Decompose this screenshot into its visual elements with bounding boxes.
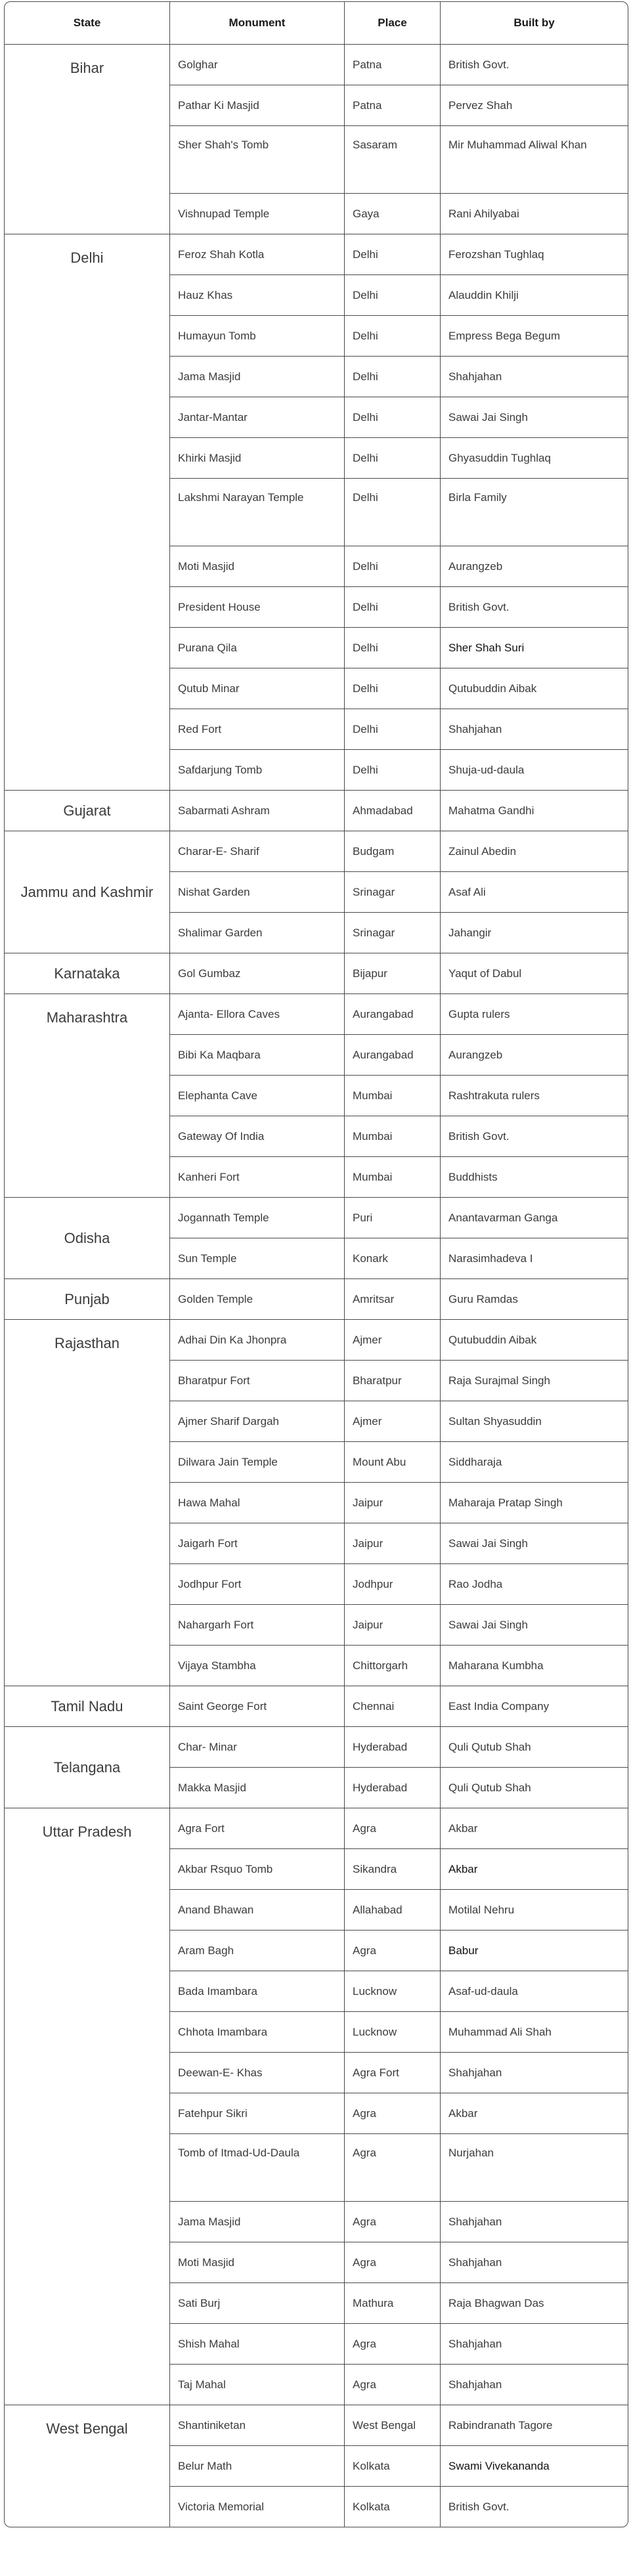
built-by-cell: Ferozshan Tughlaq [441, 234, 628, 275]
place-cell: Delhi [345, 275, 441, 316]
monument-cell: Adhai Din Ka Jhonpra [170, 1320, 345, 1361]
built-by-cell: Sher Shah Suri [441, 628, 628, 668]
place-cell: Mumbai [345, 1116, 441, 1157]
monument-cell: Charar-E- Sharif [170, 831, 345, 872]
built-by-cell: British Govt. [441, 45, 628, 85]
table-row [5, 1279, 628, 1320]
state-cell: Odisha [5, 1198, 170, 1279]
built-by-cell: Rashtrakuta rulers [441, 1076, 628, 1116]
built-by-cell: Raja Surajmal Singh [441, 1361, 628, 1401]
monument-cell: Saint George Fort [170, 1686, 345, 1727]
place-cell: Jodhpur [345, 1564, 441, 1605]
built-by-cell: Sawai Jai Singh [441, 1523, 628, 1564]
built-by-cell: Shahjahan [441, 2053, 628, 2093]
built-by-cell: Akbar [441, 1808, 628, 1849]
place-cell: Sasaram [345, 126, 441, 194]
place-cell: Srinagar [345, 872, 441, 913]
table-header-row [5, 2, 628, 45]
state-cell: West Bengal [5, 2405, 170, 2527]
built-by-cell: British Govt. [441, 587, 628, 628]
built-by-cell: Motilal Nehru [441, 1890, 628, 1931]
place-cell: Agra [345, 1808, 441, 1849]
place-cell: Jaipur [345, 1605, 441, 1646]
built-by-cell: Aurangzeb [441, 1035, 628, 1076]
place-cell: Lucknow [345, 1971, 441, 2012]
built-by-cell: Guru Ramdas [441, 1279, 628, 1320]
place-cell: Chennai [345, 1686, 441, 1727]
built-by-cell: Raja Bhagwan Das [441, 2283, 628, 2324]
place-cell: Delhi [345, 668, 441, 709]
place-cell: Patna [345, 45, 441, 85]
built-by-cell: Asaf-ud-daula [441, 1971, 628, 2012]
monument-cell: Akbar Rsquo Tomb [170, 1849, 345, 1890]
built-by-cell: Swami Vivekananda [441, 2446, 628, 2487]
monument-cell: Hawa Mahal [170, 1483, 345, 1523]
monument-cell: Makka Masjid [170, 1768, 345, 1808]
place-cell: Agra [345, 2134, 441, 2202]
place-cell: Ajmer [345, 1320, 441, 1361]
monument-cell: Pathar Ki Masjid [170, 85, 345, 126]
table-row [5, 1686, 628, 1727]
place-cell: Delhi [345, 316, 441, 357]
place-cell: Kolkata [345, 2446, 441, 2487]
place-cell: Chittorgarh [345, 1646, 441, 1686]
monument-cell: Aram Bagh [170, 1931, 345, 1971]
monument-cell: Victoria Memorial [170, 2487, 345, 2527]
monument-cell: Red Fort [170, 709, 345, 750]
monument-cell: Sun Temple [170, 1238, 345, 1279]
monument-cell: Jodhpur Fort [170, 1564, 345, 1605]
column-header-state: State [5, 2, 170, 45]
place-cell: Aurangabad [345, 994, 441, 1035]
monument-cell: Jama Masjid [170, 357, 345, 397]
monument-cell: Jogannath Temple [170, 1198, 345, 1238]
monument-cell: Sher Shah's Tomb [170, 126, 345, 194]
place-cell: Jaipur [345, 1523, 441, 1564]
built-by-cell: Anantavarman Ganga [441, 1198, 628, 1238]
monument-cell: Vijaya Stambha [170, 1646, 345, 1686]
built-by-cell: Gupta rulers [441, 994, 628, 1035]
table-row [5, 1320, 628, 1361]
built-by-cell: Alauddin Khilji [441, 275, 628, 316]
place-cell: Delhi [345, 438, 441, 479]
state-cell: Karnataka [5, 953, 170, 994]
built-by-cell: Mahatma Gandhi [441, 791, 628, 831]
built-by-cell: Rani Ahilyabai [441, 194, 628, 234]
place-cell: Agra [345, 2242, 441, 2283]
monument-cell: Ajanta- Ellora Caves [170, 994, 345, 1035]
monument-cell: Belur Math [170, 2446, 345, 2487]
monument-cell: Jaigarh Fort [170, 1523, 345, 1564]
place-cell: Mount Abu [345, 1442, 441, 1483]
place-cell: Gaya [345, 194, 441, 234]
monument-cell: Bharatpur Fort [170, 1361, 345, 1401]
place-cell: Mumbai [345, 1076, 441, 1116]
built-by-cell: Siddharaja [441, 1442, 628, 1483]
place-cell: Bharatpur [345, 1361, 441, 1401]
monument-cell: Khirki Masjid [170, 438, 345, 479]
monument-cell: Hauz Khas [170, 275, 345, 316]
built-by-cell: East India Company [441, 1686, 628, 1727]
place-cell: Puri [345, 1198, 441, 1238]
state-cell: Rajasthan [5, 1320, 170, 1686]
place-cell: Hyderabad [345, 1768, 441, 1808]
monument-cell: Anand Bhawan [170, 1890, 345, 1931]
place-cell: Aurangabad [345, 1035, 441, 1076]
monument-cell: Dilwara Jain Temple [170, 1442, 345, 1483]
built-by-cell: Babur [441, 1931, 628, 1971]
built-by-cell: Yaqut of Dabul [441, 953, 628, 994]
monument-cell: Nahargarh Fort [170, 1605, 345, 1646]
built-by-cell: Maharaja Pratap Singh [441, 1483, 628, 1523]
built-by-cell: Zainul Abedin [441, 831, 628, 872]
place-cell: Konark [345, 1238, 441, 1279]
built-by-cell: Muhammad Ali Shah [441, 2012, 628, 2053]
place-cell: Lucknow [345, 2012, 441, 2053]
place-cell: West Bengal [345, 2405, 441, 2446]
monument-cell: Shantiniketan [170, 2405, 345, 2446]
table-row [5, 45, 628, 85]
built-by-cell: Maharana Kumbha [441, 1646, 628, 1686]
table-row [5, 953, 628, 994]
place-cell: Delhi [345, 357, 441, 397]
built-by-cell: British Govt. [448, 2500, 510, 2513]
built-by-cell: Buddhists [441, 1157, 628, 1198]
place-cell: Agra Fort [345, 2053, 441, 2093]
built-by-cell: Shahjahan [441, 2324, 628, 2365]
monument-cell: Elephanta Cave [170, 1076, 345, 1116]
built-by-cell: Shahjahan [441, 2365, 628, 2405]
monument-cell: Shalimar Garden [170, 913, 345, 953]
monument-cell: Taj Mahal [170, 2365, 345, 2405]
monument-cell: Qutub Minar [170, 668, 345, 709]
monument-cell: Nishat Garden [170, 872, 345, 913]
place-cell: Delhi [345, 628, 441, 668]
built-by-cell: Pervez Shah [441, 85, 628, 126]
place-cell: Agra [345, 2365, 441, 2405]
built-by-cell: Ghyasuddin Tughlaq [441, 438, 628, 479]
table-row [5, 234, 628, 275]
table-row [5, 791, 628, 831]
monument-cell: Deewan-E- Khas [170, 2053, 345, 2093]
monument-cell: Vishnupad Temple [170, 194, 345, 234]
monument-cell: Humayun Tomb [170, 316, 345, 357]
built-by-cell: Quli Qutub Shah [441, 1727, 628, 1768]
built-by-cell: Nurjahan [441, 2134, 628, 2202]
column-header-place: Place [345, 2, 441, 45]
built-by-cell: Aurangzeb [441, 546, 628, 587]
monument-cell: Gateway Of India [170, 1116, 345, 1157]
column-header-monument: Monument [170, 2, 345, 45]
built-by-cell: Asaf Ali [441, 872, 628, 913]
place-cell: Ahmadabad [345, 791, 441, 831]
place-cell: Allahabad [345, 1890, 441, 1931]
built-by-cell: Sawai Jai Singh [441, 397, 628, 438]
state-cell: Bihar [5, 45, 170, 234]
built-by-cell: Shahjahan [441, 709, 628, 750]
built-by-cell: Qutubuddin Aibak [441, 668, 628, 709]
monument-cell: Sati Burj [170, 2283, 345, 2324]
monument-cell: Golghar [170, 45, 345, 85]
monument-cell: Jantar-Mantar [170, 397, 345, 438]
table-row [5, 1198, 628, 1238]
state-cell: Maharashtra [5, 994, 170, 1198]
table-row [5, 831, 628, 872]
monuments-table [4, 1, 628, 2527]
state-cell: Delhi [5, 234, 170, 791]
place-cell: Delhi [345, 709, 441, 750]
monument-cell: Lakshmi Narayan Temple [170, 479, 345, 546]
built-by-cell: Shahjahan [441, 2242, 628, 2283]
place-cell: Delhi [345, 587, 441, 628]
monument-cell: Sabarmati Ashram [170, 791, 345, 831]
place-cell: Agra [345, 2093, 441, 2134]
place-cell: Agra [345, 1931, 441, 1971]
built-by-cell: British Govt. [441, 1116, 628, 1157]
place-cell: Hyderabad [345, 1727, 441, 1768]
place-cell: Ajmer [345, 1401, 441, 1442]
state-cell: Jammu and Kashmir [5, 831, 170, 953]
monument-cell: Tomb of Itmad-Ud-Daula [170, 2134, 345, 2202]
state-cell: Telangana [5, 1727, 170, 1808]
table-row [5, 1727, 628, 1768]
place-cell: Delhi [345, 397, 441, 438]
place-cell: Patna [345, 85, 441, 126]
table-row [5, 2405, 628, 2446]
built-by-cell: Jahangir [441, 913, 628, 953]
monument-cell: Shish Mahal [170, 2324, 345, 2365]
monument-cell: Fatehpur Sikri [170, 2093, 345, 2134]
place-cell: Kolkata [345, 2487, 441, 2527]
built-by-cell: Quli Qutub Shah [441, 1768, 628, 1808]
built-by-cell: Rabindranath Tagore [441, 2405, 628, 2446]
monument-cell: Golden Temple [170, 1279, 345, 1320]
state-cell: Punjab [5, 1279, 170, 1320]
built-by-cell: Shahjahan [441, 2202, 628, 2242]
place-cell: Delhi [345, 750, 441, 791]
monument-cell: Bada Imambara [170, 1971, 345, 2012]
table-body [5, 45, 628, 2527]
monument-cell: Char- Minar [170, 1727, 345, 1768]
place-cell: Amritsar [345, 1279, 441, 1320]
built-by-cell: Qutubuddin Aibak [441, 1320, 628, 1361]
place-cell: Budgam [345, 831, 441, 872]
built-by-cell: Narasimhadeva I [441, 1238, 628, 1279]
monument-cell: Moti Masjid [170, 546, 345, 587]
place-cell: Delhi [345, 479, 441, 546]
table-row [5, 1808, 628, 1849]
place-cell: Sikandra [345, 1849, 441, 1890]
monument-cell: Moti Masjid [170, 2242, 345, 2283]
column-header-built-by: Built by [441, 2, 628, 45]
built-by-cell: Birla Family [441, 479, 628, 546]
monument-cell: Feroz Shah Kotla [170, 234, 345, 275]
built-by-cell: Akbar [441, 1849, 628, 1890]
monument-cell: Bibi Ka Maqbara [170, 1035, 345, 1076]
place-cell: Bijapur [345, 953, 441, 994]
monument-cell: Purana Qila [170, 628, 345, 668]
place-cell: Delhi [345, 546, 441, 587]
monument-cell: Agra Fort [170, 1808, 345, 1849]
built-by-cell: Shuja-ud-daula [441, 750, 628, 791]
state-cell: Uttar Pradesh [5, 1808, 170, 2405]
place-cell: Delhi [345, 234, 441, 275]
place-cell: Mathura [345, 2283, 441, 2324]
built-by-cell: Sawai Jai Singh [441, 1605, 628, 1646]
monuments-table-container [4, 1, 627, 2527]
monument-cell: Ajmer Sharif Dargah [170, 1401, 345, 1442]
place-cell: Srinagar [345, 913, 441, 953]
monument-cell: Jama Masjid [170, 2202, 345, 2242]
monument-cell: Chhota Imambara [170, 2012, 345, 2053]
monument-cell: Safdarjung Tomb [170, 750, 345, 791]
built-by-cell: Mir Muhammad Aliwal Khan [441, 126, 628, 194]
built-by-cell: Rao Jodha [441, 1564, 628, 1605]
monument-cell: Gol Gumbaz [170, 953, 345, 994]
built-by-cell: Shahjahan [441, 357, 628, 397]
monument-cell: President House [170, 587, 345, 628]
built-by-cell: Empress Bega Begum [441, 316, 628, 357]
place-cell: Agra [345, 2202, 441, 2242]
built-by-cell: Sultan Shyasuddin [441, 1401, 628, 1442]
table-row [5, 994, 628, 1035]
built-by-cell: Akbar [441, 2093, 628, 2134]
place-cell: Mumbai [345, 1157, 441, 1198]
place-cell: Jaipur [345, 1483, 441, 1523]
place-cell: Agra [345, 2324, 441, 2365]
state-cell: Tamil Nadu [5, 1686, 170, 1727]
monument-cell: Kanheri Fort [170, 1157, 345, 1198]
state-cell: Gujarat [5, 791, 170, 831]
